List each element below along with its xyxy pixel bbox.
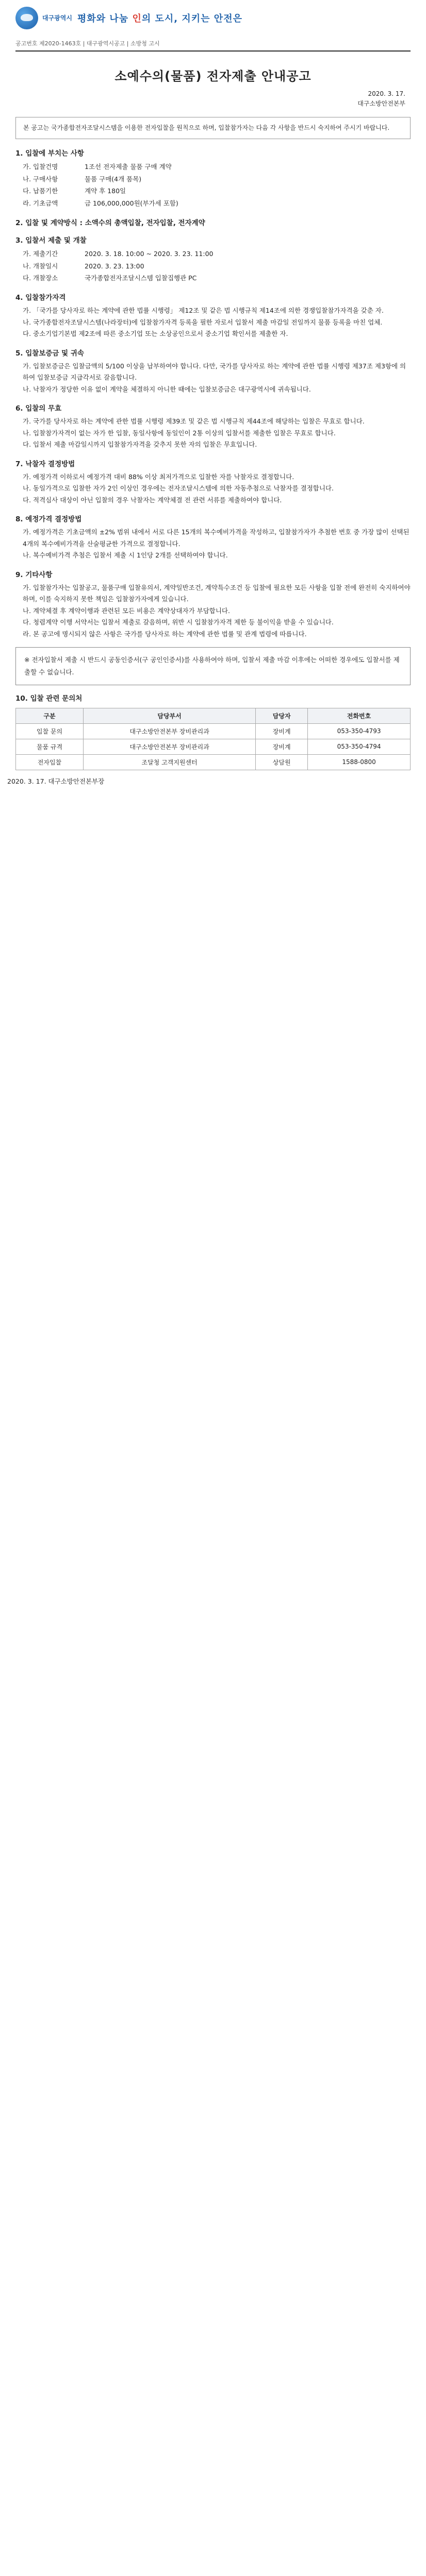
section-7 [15, 458, 411, 506]
section-2 [15, 217, 411, 227]
paragraph: 가. 예정가격은 기초금액의 ±2% 범위 내에서 서로 다른 15개의 복수예비가격을 작성하고, 입찰참가자가 추첨한 번호 중 가장 많이 선택된 4개의 복수예비가격을 산술평균한 가격으로 결정합니다. [23, 528, 409, 548]
table-cell: 1588-0800 [308, 754, 411, 770]
slogan-left: 평화와 나눔 [77, 13, 133, 24]
section-1 [15, 147, 411, 210]
logo [15, 7, 72, 29]
section-title: 8. 예정가격 결정방법 [15, 515, 82, 524]
notice-box: 본 공고는 국가종합전자조달시스템을 이용한 전자입찰을 원칙으로 하며, 입찰참가자는 다음 각 사항을 반드시 숙지하여 주시기 바랍니다. [15, 117, 411, 139]
paragraph: 나. 동일가격으로 입찰한 자가 2인 이상인 경우에는 전자조달시스템에 의한 자동추첨으로 낙찰자를 결정합니다. [23, 484, 334, 493]
section-title: 5. 입찰보증금 및 귀속 [15, 349, 84, 358]
section-title: 9. 기타사항 [15, 570, 53, 579]
row-key: 나. 구매사항 [23, 175, 58, 183]
row-key: 다. 개찰장소 [23, 274, 58, 282]
section-title: 7. 낙찰자 결정방법 [15, 460, 75, 468]
paragraph: 나. 입찰참가자격이 없는 자가 한 입찰, 동일사항에 동일인이 2통 이상의 입찰서를 제출한 입찰은 무효로 합니다. [23, 429, 336, 437]
info-row [15, 197, 411, 210]
row-key: 나. 개찰일시 [23, 262, 58, 270]
paragraph: 가. 입찰보증금은 입찰금액의 5/100 이상을 납부하여야 합니다. 다만, 국가를 당사자로 하는 계약에 관한 법률 시행령 제37조 제3항에 의하여 입찰보증금 지급각서로 갈음합니다. [23, 362, 406, 382]
table-header-row [16, 708, 411, 723]
slogan-right: 의 도시, 지키는 안전은 [141, 13, 242, 24]
table-cell: 상담원 [256, 754, 308, 770]
column-header: 구분 [16, 708, 84, 723]
slogan [77, 11, 242, 25]
row-value: 물품 구매(4개 품목) [85, 175, 142, 183]
section-9 [15, 569, 411, 640]
paragraph: 다. 입찰서 제출 마감일시까지 입찰참가자격을 갖추지 못한 자의 입찰은 무효입니다. [23, 440, 257, 449]
table-cell: 대구소방안전본부 장비관리과 [83, 723, 255, 739]
column-header: 담당자 [256, 708, 308, 723]
paragraph: 나. 낙찰자가 정당한 이유 없이 계약을 체결하지 아니한 때에는 입찰보증금은 대구광역시에 귀속됩니다. [23, 385, 311, 393]
paragraph: 가. 예정가격 이하로서 예정가격 대비 88% 이상 최저가격으로 입찰한 자를 낙찰자로 결정합니다. [23, 472, 294, 481]
info-row [15, 161, 411, 173]
table-cell: 입찰 문의 [16, 723, 84, 739]
paragraph: 가. 국가를 당사자로 하는 계약에 관한 법률 시행령 제39조 및 같은 법 시행규칙 제44조에 해당하는 입찰은 무효로 합니다. [23, 417, 365, 426]
row-value: 1조선 전자제출 물품 구매 계약 [85, 162, 172, 171]
paragraph: 라. 본 공고에 명시되지 않은 사항은 국가를 당사자로 하는 계약에 관한 법률 및 관계 법령에 따릅니다. [23, 630, 307, 638]
section-6 [15, 402, 411, 451]
section-10 [15, 692, 411, 703]
section-8 [15, 513, 411, 562]
info-row [15, 185, 411, 197]
paragraph: 다. 청렴계약 이행 서약서는 입찰서 제출로 갈음하며, 위반 시 입찰참가자격 제한 등 불이익을 받을 수 있습니다. [23, 618, 334, 626]
section-title: 6. 입찰의 무효 [15, 404, 62, 413]
paragraph: 나. 복수예비가격 추첨은 입찰서 제출 시 1인당 2개를 선택하여야 합니다. [23, 551, 228, 560]
info-row [15, 260, 411, 273]
table-cell: 장비계 [256, 723, 308, 739]
slogan-accent: 인 [132, 13, 142, 24]
logo-text: 대구광역시 [42, 14, 72, 22]
paragraph: 나. 국가종합전자조달시스템(나라장터)에 입찰참가자격 등록을 필한 자로서 입찰서 제출 마감일 전일까지 물품 등록을 마친 업체. [23, 318, 383, 326]
info-row [15, 173, 411, 185]
closing-line: 2020. 3. 17. 대구소방안전본부장 [7, 777, 105, 785]
column-header: 전화번호 [308, 708, 411, 723]
paragraph: 가. 입찰참가자는 입찰공고, 물품구매 입찰유의서, 계약일반조건, 계약특수조건 등 입찰에 필요한 모든 사항을 입찰 전에 완전히 숙지하여야 하며, 이를 숙지하지 못한 책임은 입찰참가자에게 있습니다. [23, 583, 411, 603]
announcement-meta: 공고번호 제2020-1463호 | 대구광역시공고 | 소방청 고시 [15, 36, 411, 52]
info-row [15, 248, 411, 260]
row-key: 가. 제출기간 [23, 249, 58, 258]
issuer-line: 대구소방안전본부 [357, 100, 405, 108]
section-5 [15, 347, 411, 396]
table-cell: 조달청 고객지원센터 [83, 754, 255, 770]
paragraph: 나. 계약체결 후 계약이행과 관련된 모든 비용은 계약상대자가 부담합니다. [23, 606, 230, 615]
contact-table [15, 708, 411, 770]
date-block [0, 89, 405, 109]
date-line: 2020. 3. 17. [368, 90, 405, 97]
table-cell: 전자입찰 [16, 754, 84, 770]
section-title: 3. 입찰서 제출 및 개찰 [15, 236, 87, 245]
row-value: 계약 후 180일 [85, 187, 126, 195]
section-title: 2. 입찰 및 계약방식 : 소액수의 총액입찰, 전자입찰, 전자계약 [15, 218, 205, 227]
table-row [16, 723, 411, 739]
document-title: 소예수의(물품) 전자제출 안내공고 [114, 69, 312, 83]
column-header: 담당부서 [83, 708, 255, 723]
row-key: 다. 납품기한 [23, 187, 58, 195]
paragraph: 다. 적격심사 대상이 아닌 입찰의 경우 낙찰자는 계약체결 전 관련 서류를 제출하여야 합니다. [23, 496, 282, 504]
city-emblem-icon [15, 7, 38, 29]
section-4 [15, 292, 411, 340]
section-3 [15, 234, 411, 284]
header [0, 0, 426, 36]
row-value: 금 106,000,000원(부가세 포함) [85, 199, 178, 208]
row-key: 라. 기초금액 [23, 199, 58, 208]
table-cell: 053-350-4793 [308, 723, 411, 739]
paragraph: 가. 「국가를 당사자로 하는 계약에 관한 법률 시행령」 제12조 및 같은 법 시행규칙 제14조에 의한 경쟁입찰참가자격을 갖춘 자. [23, 307, 384, 315]
table-cell: 대구소방안전본부 장비관리과 [83, 739, 255, 754]
section-title: 4. 입찰참가자격 [15, 294, 66, 302]
table-row [16, 739, 411, 754]
section-title: 10. 입찰 관련 문의처 [15, 694, 83, 703]
paragraph: 다. 중소기업기본법 제2조에 따른 중소기업 또는 소상공인으로서 중소기업 확인서를 제출한 자. [23, 330, 288, 338]
warning-box: ※ 전자입찰서 제출 시 반드시 공동인증서(구 공인인증서)를 사용하여야 하며, 입찰서 제출 마감 이후에는 어떠한 경우에도 입찰서를 제출할 수 없습니다. [15, 647, 411, 685]
row-value: 국가종합전자조달시스템 입찰집행관 PC [85, 274, 197, 282]
table-cell: 물품 규격 [16, 739, 84, 754]
section-title: 1. 입찰에 부치는 사항 [15, 149, 84, 158]
info-row [15, 272, 411, 284]
row-value: 2020. 3. 23. 13:00 [85, 262, 144, 270]
row-key: 가. 입찰건명 [23, 162, 58, 171]
table-cell: 장비계 [256, 739, 308, 754]
table-cell: 053-350-4794 [308, 739, 411, 754]
table-row [16, 754, 411, 770]
row-value: 2020. 3. 18. 10:00 ~ 2020. 3. 23. 11:00 [85, 249, 214, 258]
